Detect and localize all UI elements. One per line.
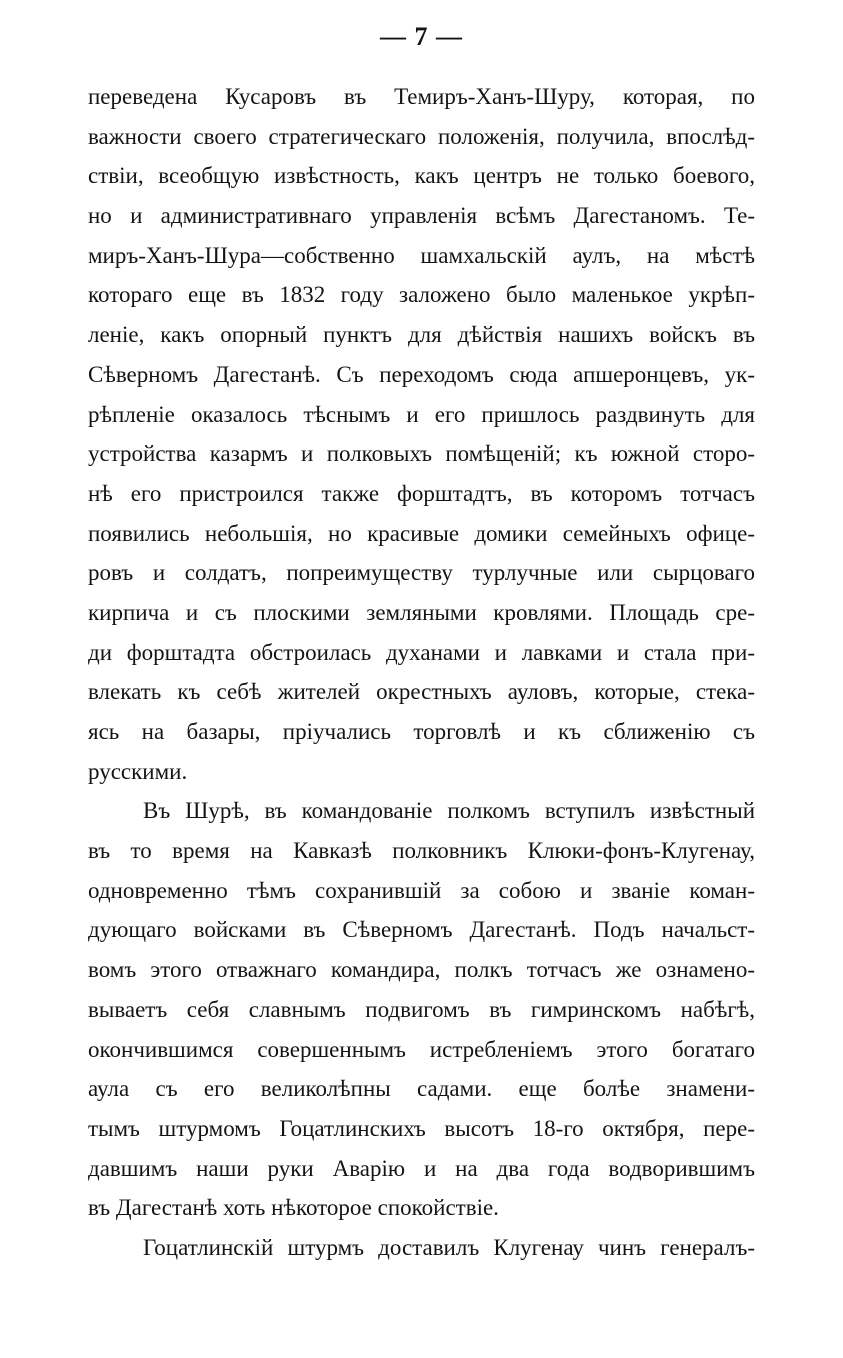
text-line: ди форштадта обстроилась духанами и лавками и стала при- xyxy=(88,639,755,665)
text-line: ровъ и солдатъ, попреимуществу турлучные или сырцоваго xyxy=(88,560,755,586)
text-line: тымъ штурмомъ Гоцатлинскихъ высотъ 18-го октября, пере- xyxy=(88,1115,755,1141)
text-line: окончившимся совершеннымъ истребленіемъ этого богатаго xyxy=(88,1036,755,1062)
text-line: появились небольшія, но красивые домики семейныхъ офице- xyxy=(88,520,755,546)
text-line: переведена Кусаровъ въ Темиръ-Ханъ-Шуру, которая, по xyxy=(88,84,755,109)
text-line: давшимъ наши руки Аварію и на два года водворившимъ xyxy=(88,1155,755,1181)
text-line: ствіи, всеобщую извѣстность, какъ центръ не только боевого, xyxy=(88,163,755,189)
body-text xyxy=(88,77,755,1268)
text-line: дующаго войсками въ Сѣверномъ Дагестанѣ. Подъ начальст- xyxy=(88,917,755,943)
text-line: рѣпленіе оказалось тѣснымъ и его пришлось раздвинуть для xyxy=(88,401,755,427)
text-line: аула съ его великолѣпны садами. еще болѣе знамени- xyxy=(88,1076,755,1102)
text-line: Гоцатлинскій штурмъ доставилъ Клугенау чинъ генералъ- xyxy=(143,1234,755,1260)
paragraph-2 xyxy=(88,791,755,1228)
text-line: русскими. xyxy=(88,758,188,784)
page-number: — 7 — xyxy=(380,22,463,51)
text-line: въ то время на Кавказѣ полковникъ Клюки-фонъ-Клугенау, xyxy=(88,838,755,864)
text-line: кирпича и съ плоскими земляными кровлями. Площадь сре- xyxy=(88,599,755,625)
text-line: котораго еще въ 1832 году заложено было маленькое укрѣп- xyxy=(88,282,755,308)
text-line: устройства казармъ и полковыхъ помѣщеній; къ южной сторо- xyxy=(88,441,755,467)
text-line: но и административнаго управленія всѣмъ Дагестаномъ. Те- xyxy=(88,203,755,229)
text-line: влекать къ себѣ жителей окрестныхъ ауловъ, которые, стека- xyxy=(88,679,755,705)
text-line: миръ-Ханъ-Шура—собственно шамхальскій аулъ, на мѣстѣ xyxy=(88,242,755,268)
paragraph-1 xyxy=(88,77,755,791)
text-line: ясь на базары, пріучались торговлѣ и къ сближенію съ xyxy=(88,719,755,744)
text-line: Сѣверномъ Дагестанѣ. Съ переходомъ сюда апшеронцевъ, ук- xyxy=(88,361,755,387)
text-line: леніе, какъ опорный пунктъ для дѣйствія нашихъ войскъ въ xyxy=(88,322,755,348)
text-line: нѣ его пристроился также форштадтъ, въ которомъ тотчасъ xyxy=(88,480,755,506)
text-line: въ Дагестанѣ хоть нѣкоторое спокойствіе. xyxy=(88,1195,499,1221)
text-line: важности своего стратегическаго положенія, получила, впослѣд- xyxy=(88,123,755,149)
text-line: одновременно тѣмъ сохранившій за собою и званіе коман- xyxy=(88,877,755,903)
text-line: вываетъ себя славнымъ подвигомъ въ гимринскомъ набѣгѣ, xyxy=(88,996,755,1022)
text-line: вомъ этого отважнаго командира, полкъ тотчасъ же ознамено- xyxy=(88,957,755,983)
paragraph-3 xyxy=(88,1228,755,1268)
text-line: Въ Шурѣ, въ командованіе полкомъ вступилъ извѣстный xyxy=(143,798,755,824)
